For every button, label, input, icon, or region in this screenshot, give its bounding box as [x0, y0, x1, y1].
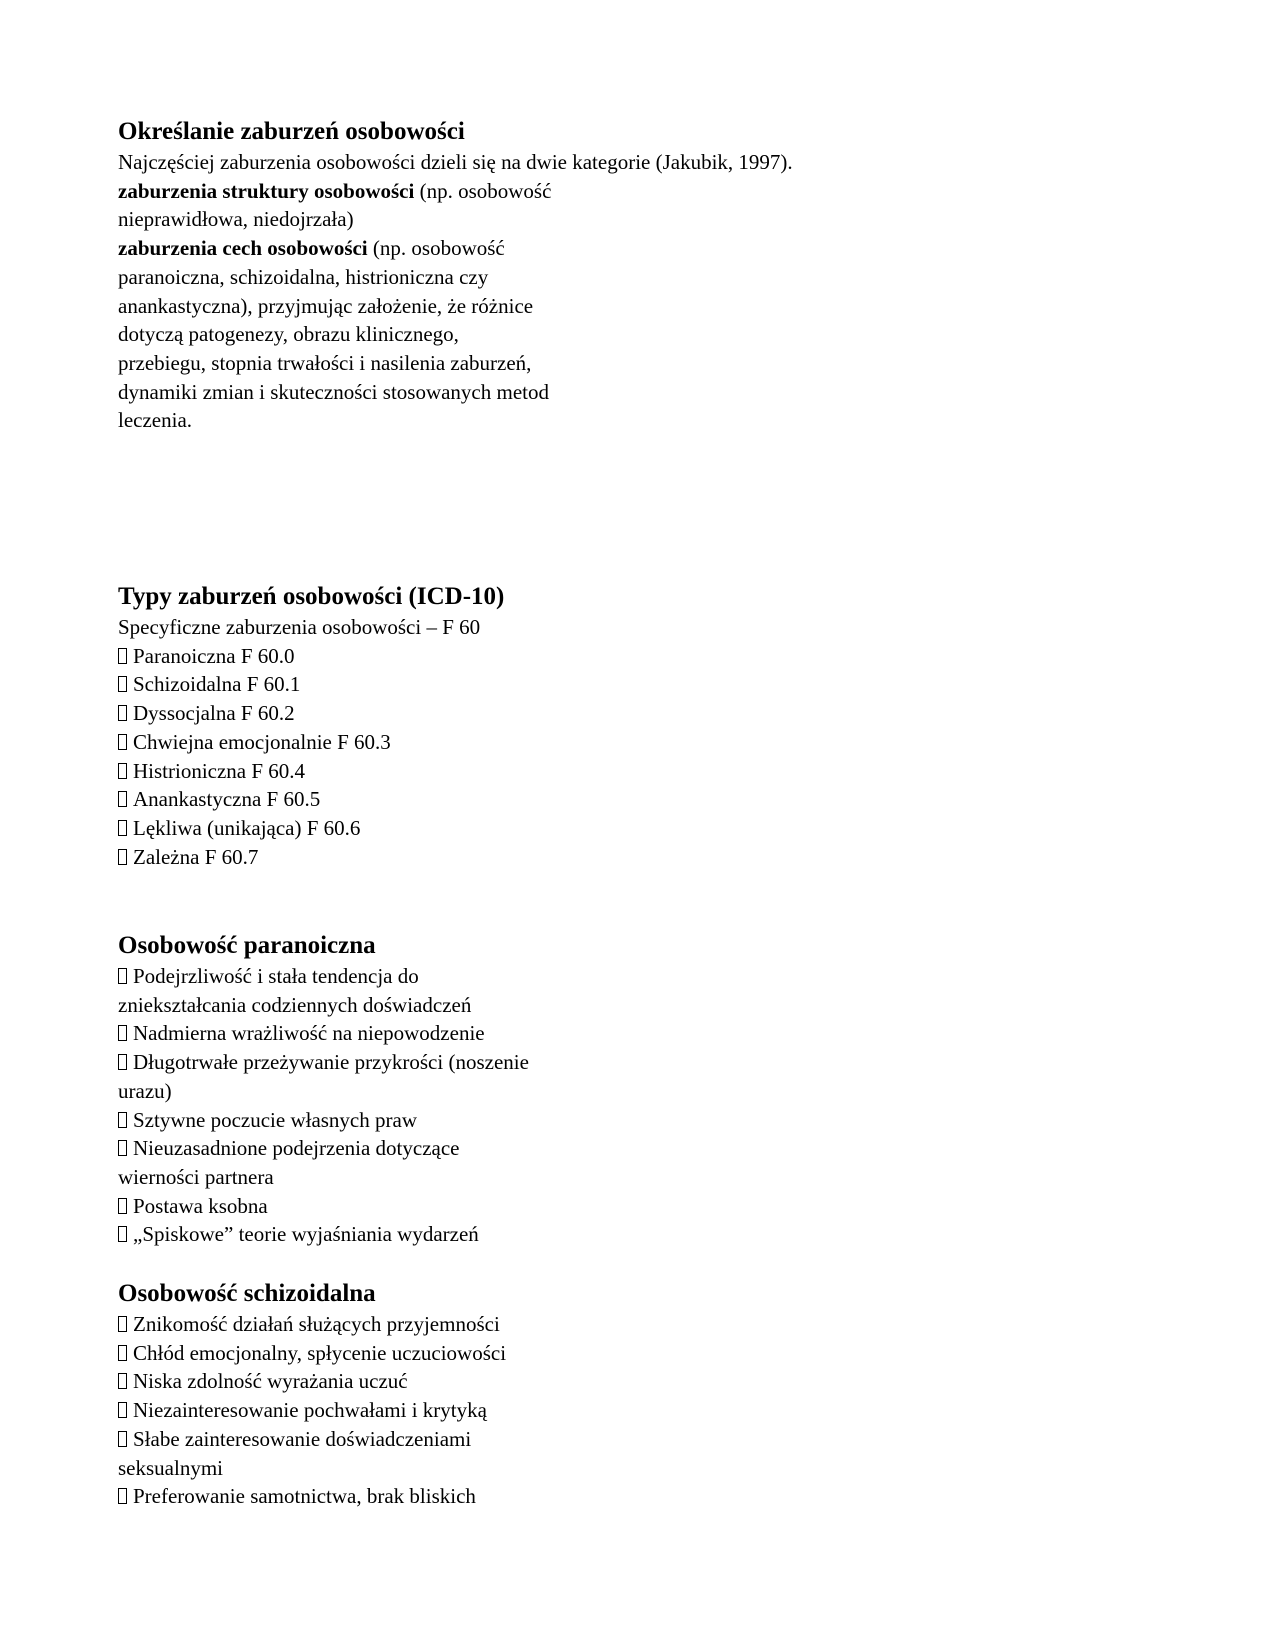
- missing-glyph-bullet-icon: [118, 734, 127, 750]
- section-paranoid-personality: [118, 930, 529, 1249]
- section-schizoid-personality: [118, 1278, 506, 1511]
- paragraph-line: [118, 234, 793, 263]
- missing-glyph-bullet-icon: [118, 676, 127, 692]
- list-item: Postawa ksobna: [118, 1192, 529, 1221]
- missing-glyph-bullet-icon: [118, 1025, 127, 1041]
- list-item: Paranoiczna F 60.0: [118, 642, 504, 671]
- list-item: Histrioniczna F 60.4: [118, 757, 504, 786]
- paragraph-line: dotyczą patogenezy, obrazu klinicznego,: [118, 322, 459, 347]
- bold-term: zaburzenia cech osobowości: [118, 236, 368, 261]
- section-heading: Typy zaburzeń osobowości (ICD-10): [118, 583, 505, 610]
- list-item-continuation: wierności partnera: [118, 1164, 274, 1189]
- list-item: Podejrzliwość i stała tendencja do: [118, 962, 529, 991]
- list-item: Sztywne poczucie własnych praw: [118, 1106, 529, 1135]
- paragraph-line: paranoiczna, schizoidalna, histrioniczna czy: [118, 264, 489, 289]
- list-item: Anankastyczna F 60.5: [118, 785, 504, 814]
- bold-term: zaburzenia struktury osobowości: [118, 178, 415, 203]
- text-span: (np. osobowość: [414, 178, 552, 203]
- list-item: Schizoidalna F 60.1: [118, 670, 504, 699]
- list-item: Zależna F 60.7: [118, 843, 504, 872]
- missing-glyph-bullet-icon: [118, 1140, 127, 1156]
- list-item: Chłód emocjonalny, spłycenie uczuciowości: [118, 1339, 506, 1368]
- paragraph-line: leczenia.: [118, 408, 193, 433]
- list-item: Lękliwa (unikająca) F 60.6: [118, 814, 504, 843]
- section-heading: Określanie zaburzeń osobowości: [118, 118, 465, 145]
- list-item: Nieuzasadnione podejrzenia dotyczące: [118, 1134, 529, 1163]
- section-heading: Osobowość schizoidalna: [118, 1280, 376, 1307]
- paragraph-line: anankastyczna), przyjmując założenie, że różnice: [118, 293, 534, 318]
- missing-glyph-bullet-icon: [118, 1198, 127, 1214]
- paragraph-line: Najczęściej zaburzenia osobowości dzieli się na dwie kategorie (Jakubik, 1997).: [118, 150, 793, 174]
- missing-glyph-bullet-icon: [118, 820, 127, 836]
- missing-glyph-bullet-icon: [118, 705, 127, 721]
- missing-glyph-bullet-icon: [118, 1373, 127, 1389]
- list-item: Dyssocjalna F 60.2: [118, 699, 504, 728]
- missing-glyph-bullet-icon: [118, 791, 127, 807]
- list-item: Znikomość działań służących przyjemności: [118, 1310, 506, 1339]
- missing-glyph-bullet-icon: [118, 968, 127, 984]
- list-item: Niska zdolność wyrażania uczuć: [118, 1367, 506, 1396]
- section-heading: Osobowość paranoiczna: [118, 932, 376, 959]
- missing-glyph-bullet-icon: [118, 849, 127, 865]
- paragraph-line: dynamiki zmian i skuteczności stosowanych metod: [118, 379, 549, 404]
- paragraph-line: przebiegu, stopnia trwałości i nasilenia zaburzeń,: [118, 350, 532, 375]
- list-item: Nadmierna wrażliwość na niepowodzenie: [118, 1019, 529, 1048]
- text-span: (np. osobowość: [367, 236, 505, 261]
- list-item-continuation: urazu): [118, 1078, 172, 1103]
- list-item: Niezainteresowanie pochwałami i krytyką: [118, 1396, 506, 1425]
- missing-glyph-bullet-icon: [118, 1226, 127, 1242]
- list-item: Długotrwałe przeżywanie przykrości (noszenie: [118, 1048, 529, 1077]
- section-personality-disorder-definition: [118, 116, 793, 435]
- list-item: Chwiejna emocjonalnie F 60.3: [118, 728, 504, 757]
- missing-glyph-bullet-icon: [118, 1488, 127, 1504]
- missing-glyph-bullet-icon: [118, 1112, 127, 1128]
- list-item: Słabe zainteresowanie doświadczeniami: [118, 1425, 506, 1454]
- paragraph-line: nieprawidłowa, niedojrzała): [118, 207, 354, 232]
- missing-glyph-bullet-icon: [118, 648, 127, 664]
- paragraph-line: Specyficzne zaburzenia osobowości – F 60: [118, 615, 481, 639]
- missing-glyph-bullet-icon: [118, 763, 127, 779]
- list-item-continuation: seksualnymi: [118, 1455, 223, 1480]
- paragraph-line: [118, 177, 793, 206]
- missing-glyph-bullet-icon: [118, 1054, 127, 1070]
- list-item: Preferowanie samotnictwa, brak bliskich: [118, 1482, 506, 1511]
- list-item-continuation: zniekształcania codziennych doświadczeń: [118, 992, 472, 1017]
- list-item: „Spiskowe” teorie wyjaśniania wydarzeń: [118, 1220, 529, 1249]
- missing-glyph-bullet-icon: [118, 1316, 127, 1332]
- missing-glyph-bullet-icon: [118, 1431, 127, 1447]
- missing-glyph-bullet-icon: [118, 1345, 127, 1361]
- section-icd10-types: [118, 581, 504, 871]
- missing-glyph-bullet-icon: [118, 1402, 127, 1418]
